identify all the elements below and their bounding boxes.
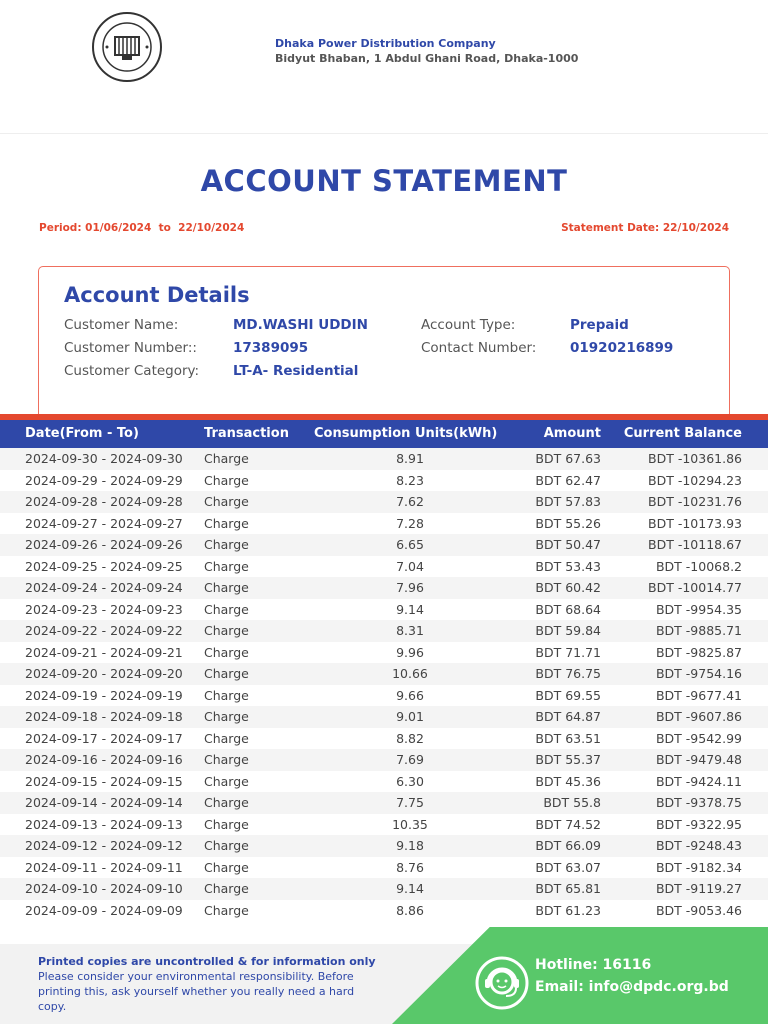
- footer-environment-note: Please consider your environmental responsibility. Before printing this, ask yourself whether you really need a hard copy.: [38, 970, 355, 1013]
- cell-date: 2024-09-30 - 2024-09-30: [25, 451, 183, 466]
- footer-disclaimer: Printed copies are uncontrolled & for information only: [38, 955, 376, 968]
- cell-amount: BDT 55.26: [535, 515, 601, 531]
- cell-transaction: Charge: [204, 515, 249, 531]
- cell-units: 7.62: [396, 494, 424, 509]
- cell-balance: BDT -9378.75: [655, 795, 742, 810]
- cell-amount: BDT 50.47: [535, 537, 601, 552]
- cell-units: 9.14: [396, 881, 424, 896]
- cell-amount: BDT 59.84: [535, 623, 601, 638]
- cell-date: 2024-09-14 - 2024-09-14: [25, 795, 183, 810]
- cell-date: 2024-09-13 - 2024-09-13: [25, 816, 183, 832]
- cell-transaction: Charge: [204, 494, 249, 509]
- table-row: [0, 470, 768, 492]
- cell-units: 7.28: [396, 515, 424, 531]
- cell-date: 2024-09-21 - 2024-09-21: [25, 644, 183, 660]
- customer-name-label: Customer Name:: [64, 317, 179, 333]
- table-row: [0, 706, 768, 728]
- cell-balance: BDT -10068.2: [655, 558, 742, 574]
- customer-name-value: MD.WASHI UDDIN: [233, 317, 368, 333]
- cell-transaction: Charge: [204, 795, 249, 810]
- cell-amount: BDT 64.87: [535, 709, 601, 724]
- contact-panel: [392, 927, 768, 1024]
- cell-balance: BDT -10118.67: [648, 537, 742, 552]
- cell-transaction: Charge: [204, 881, 249, 896]
- cell-balance: BDT -9607.86: [655, 709, 742, 724]
- cell-amount: BDT 57.83: [535, 494, 601, 509]
- cell-transaction: Charge: [204, 773, 249, 789]
- customer-category-value: LT-A- Residential: [233, 363, 359, 379]
- table-row: [0, 792, 768, 814]
- cell-balance: BDT -10294.23: [648, 472, 742, 488]
- cell-balance: BDT -9954.35: [655, 601, 742, 617]
- cell-balance: BDT -9677.41: [655, 687, 742, 703]
- table-row: [0, 771, 768, 793]
- cell-date: 2024-09-15 - 2024-09-15: [25, 773, 183, 789]
- table-row: [0, 728, 768, 750]
- table-row: [0, 491, 768, 513]
- cell-amount: BDT 65.81: [535, 881, 601, 896]
- cell-units: 10.35: [392, 816, 428, 832]
- hotline-text: Hotline: 16116: [535, 957, 652, 973]
- transactions-table-header: [0, 420, 768, 448]
- cell-balance: BDT -9322.95: [655, 816, 742, 832]
- customer-category-label: Customer Category:: [64, 363, 200, 379]
- cell-transaction: Charge: [204, 902, 249, 918]
- cell-date: 2024-09-11 - 2024-09-11: [25, 859, 183, 875]
- cell-units: 9.18: [396, 838, 424, 853]
- table-row: [0, 878, 768, 900]
- cell-balance: BDT -9424.11: [655, 773, 742, 789]
- cell-transaction: Charge: [204, 752, 249, 767]
- table-row: [0, 599, 768, 621]
- cell-units: 8.31: [396, 623, 424, 638]
- table-row: [0, 556, 768, 578]
- account-details-heading: Account Details: [64, 283, 250, 307]
- cell-amount: BDT 45.36: [535, 773, 601, 789]
- cell-units: 8.82: [396, 730, 424, 746]
- table-row: [0, 513, 768, 535]
- cell-balance: BDT -9885.71: [655, 623, 742, 638]
- company-address: Bidyut Bhaban, 1 Abdul Ghani Road, Dhaka-1000: [275, 52, 579, 65]
- cell-date: 2024-09-09 - 2024-09-09: [25, 902, 183, 918]
- page-title: ACCOUNT STATEMENT: [200, 164, 568, 198]
- cell-date: 2024-09-16 - 2024-09-16: [25, 752, 183, 767]
- cell-balance: BDT -9754.16: [655, 666, 742, 681]
- table-row: [0, 663, 768, 685]
- cell-balance: BDT -9248.43: [655, 838, 742, 853]
- cell-transaction: Charge: [204, 730, 249, 746]
- cell-amount: BDT 55.8: [543, 795, 601, 810]
- header-balance: Current Balance: [623, 426, 742, 441]
- customer-number-value: 17389095: [233, 340, 309, 356]
- cell-units: 8.76: [396, 859, 424, 875]
- cell-transaction: Charge: [204, 644, 249, 660]
- cell-amount: BDT 53.43: [535, 558, 601, 574]
- contact-number-label: Contact Number:: [421, 340, 537, 356]
- cell-transaction: Charge: [204, 816, 249, 832]
- cell-balance: BDT -10231.76: [648, 494, 742, 509]
- cell-transaction: Charge: [204, 687, 249, 703]
- email-text: Email: info@dpdc.org.bd: [535, 979, 729, 995]
- cell-units: 6.30: [396, 773, 424, 789]
- cell-date: 2024-09-12 - 2024-09-12: [25, 838, 183, 853]
- cell-units: 9.96: [396, 644, 424, 660]
- cell-amount: BDT 66.09: [535, 838, 601, 853]
- cell-units: 7.96: [396, 580, 424, 595]
- contact-number-value: 01920216899: [570, 340, 674, 356]
- table-row: [0, 857, 768, 879]
- cell-date: 2024-09-24 - 2024-09-24: [25, 580, 183, 595]
- statement-period: Period: 01/06/2024 to 22/10/2024: [39, 222, 245, 234]
- cell-balance: BDT -10014.77: [648, 580, 742, 595]
- account-type-label: Account Type:: [421, 317, 516, 333]
- company-logo: [89, 10, 165, 84]
- cell-amount: BDT 68.64: [535, 601, 601, 617]
- cell-date: 2024-09-27 - 2024-09-27: [25, 515, 183, 531]
- cell-balance: BDT -9182.34: [655, 859, 742, 875]
- cell-date: 2024-09-20 - 2024-09-20: [25, 666, 183, 681]
- cell-amount: BDT 61.23: [535, 902, 601, 918]
- cell-balance: BDT -9053.46: [655, 902, 742, 918]
- cell-transaction: Charge: [204, 537, 249, 552]
- table-row: [0, 642, 768, 664]
- statement-header: [0, 0, 768, 134]
- cell-amount: BDT 63.07: [535, 859, 601, 875]
- cell-units: 8.91: [396, 451, 424, 466]
- cell-transaction: Charge: [204, 709, 249, 724]
- cell-amount: BDT 60.42: [535, 580, 601, 595]
- cell-transaction: Charge: [204, 666, 249, 681]
- cell-date: 2024-09-25 - 2024-09-25: [25, 558, 183, 574]
- cell-amount: BDT 71.71: [535, 644, 601, 660]
- table-row: [0, 534, 768, 556]
- cell-date: 2024-09-22 - 2024-09-22: [25, 623, 183, 638]
- cell-date: 2024-09-26 - 2024-09-26: [25, 537, 183, 552]
- table-row: [0, 448, 768, 470]
- cell-transaction: Charge: [204, 623, 249, 638]
- cell-date: 2024-09-10 - 2024-09-10: [25, 881, 183, 896]
- cell-date: 2024-09-17 - 2024-09-17: [25, 730, 183, 746]
- header-transaction: Transaction: [204, 426, 289, 441]
- table-row: [0, 620, 768, 642]
- cell-amount: BDT 67.63: [535, 451, 601, 466]
- cell-transaction: Charge: [204, 838, 249, 853]
- account-type-value: Prepaid: [570, 317, 629, 333]
- cell-units: 7.04: [396, 558, 424, 574]
- cell-transaction: Charge: [204, 472, 249, 488]
- table-row: [0, 900, 768, 922]
- cell-balance: BDT -10173.93: [648, 515, 742, 531]
- cell-date: 2024-09-28 - 2024-09-28: [25, 494, 183, 509]
- account-details-card: [38, 266, 730, 418]
- cell-units: 7.75: [396, 795, 424, 810]
- table-row: [0, 577, 768, 599]
- customer-support-icon: [474, 955, 530, 1011]
- cell-balance: BDT -9119.27: [655, 881, 742, 896]
- cell-date: 2024-09-19 - 2024-09-19: [25, 687, 183, 703]
- cell-balance: BDT -9479.48: [655, 752, 742, 767]
- cell-units: 10.66: [392, 666, 428, 681]
- cell-units: 9.66: [396, 687, 424, 703]
- cell-transaction: Charge: [204, 601, 249, 617]
- cell-balance: BDT -9825.87: [655, 644, 742, 660]
- customer-number-label: Customer Number::: [64, 340, 197, 356]
- table-row: [0, 749, 768, 771]
- cell-amount: BDT 62.47: [535, 472, 601, 488]
- header-amount: Amount: [543, 426, 601, 441]
- cell-amount: BDT 76.75: [535, 666, 601, 681]
- cell-units: 8.23: [396, 472, 424, 488]
- cell-date: 2024-09-23 - 2024-09-23: [25, 601, 183, 617]
- cell-transaction: Charge: [204, 451, 249, 466]
- company-info: [275, 36, 578, 66]
- cell-date: 2024-09-29 - 2024-09-29: [25, 472, 183, 488]
- header-date: Date(From - To): [25, 426, 139, 441]
- cell-amount: BDT 74.52: [535, 816, 601, 832]
- cell-units: 9.14: [396, 601, 424, 617]
- company-name: Dhaka Power Distribution Company: [275, 37, 496, 50]
- cell-units: 8.86: [396, 902, 424, 918]
- cell-amount: BDT 55.37: [535, 752, 601, 767]
- statement-date: Statement Date: 22/10/2024: [561, 222, 729, 234]
- header-units: Consumption Units(kWh): [314, 426, 498, 441]
- cell-balance: BDT -10361.86: [648, 451, 742, 466]
- table-row: [0, 685, 768, 707]
- table-row: [0, 814, 768, 836]
- cell-amount: BDT 63.51: [535, 730, 601, 746]
- cell-units: 7.69: [396, 752, 424, 767]
- cell-balance: BDT -9542.99: [655, 730, 742, 746]
- transactions-table-body: [0, 448, 768, 921]
- cell-transaction: Charge: [204, 859, 249, 875]
- cell-transaction: Charge: [204, 558, 249, 574]
- cell-date: 2024-09-18 - 2024-09-18: [25, 709, 183, 724]
- cell-units: 6.65: [396, 537, 424, 552]
- cell-units: 9.01: [396, 709, 424, 724]
- cell-transaction: Charge: [204, 580, 249, 595]
- cell-amount: BDT 69.55: [535, 687, 601, 703]
- table-row: [0, 835, 768, 857]
